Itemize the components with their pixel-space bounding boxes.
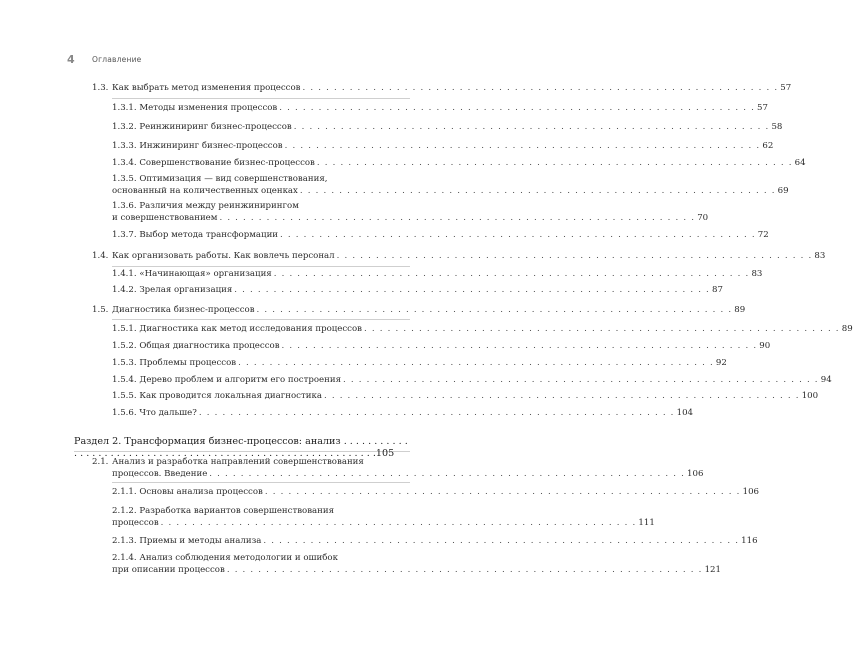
toc-entry-title: при описании процессов [112,564,225,575]
toc-entry-title: Как выбрать метод изменения процессов [112,83,301,93]
toc-entry-title: 1.3.4. Совершенствование бизнес-процессов [112,158,315,168]
toc-page-number: 90 [759,341,771,351]
leader-dots: . . . . . . . . . . . . . . . . . . . . . . . . . . . . . . . . . . . . . . . . . . . . . . . . . . . . . . . . . . . . . [323,391,800,401]
toc-page-number: 83 [751,269,763,279]
toc-entry-title: 1.3.6. Различия между реинжинирингом [112,201,299,211]
toc-page-number: 83 [814,251,826,261]
toc-entry-title: 1.3.1. Методы изменения процессов [112,103,278,113]
leader-dots: . . . . . . . . . . . . . . . . . . . . . . . . . . . . . . . . . . . . . . . . . . . . . . . . . . . . . . . . . . . . . [302,83,779,93]
toc-page-number: 92 [715,358,727,368]
divider-rule [112,266,410,267]
toc-page-number: 121 [704,564,721,575]
toc-entry-title: 1.3.5. Оптимизация — вид совершенствования, [112,174,328,184]
toc-entry-title: 1.3.3. Инжиниринг бизнес-процессов [112,141,283,151]
leader-dots: . . . . . . . . . . . . . . . . . . . . . . . . . . . . . . . . . . . . . . . . . . . . . . . . . . . . . . . . . . . . . [256,305,733,315]
leader-dots: . . . . . . . . . . . . . . . . . . . . . . . . . . . . . . . . . . . . . . . . . . . . . . . . . . . . . . . . . . . . . [293,122,770,132]
toc-entry-title: 1.4.2. Зрелая организация [112,285,233,295]
leader-dots: . . . . . . . . . . . . . . . . . . . . . . . . . . . . . . . . . . . . . . . . . . . . . . . . . . . . . . . . . . . . . [279,103,756,113]
leader-dots: . . . . . . . . . . . . . . . . . . . . . . . . . . . . . . . . . . . . . . . . . . . . . . . . . . . . . . . . . . . . . [316,158,793,168]
leader-dots: . . . . . . . . . . . . . . . . . . . . . . . . . . . . . . . . . . . . . . . . . . . . . . . . . . . . . . . . . . . . . [238,358,714,368]
toc-page-number: 72 [757,230,769,240]
toc-page-number: 87 [712,285,723,295]
toc-entry-title: 2.1.1. Основы анализа процессов [112,487,263,497]
leader-dots: . . . . . . . . . . . . . . . . . . . . . . . . . . . . . . . . . . . . . . . . . . . . . . . . . . . . . . . . . . . . . [234,285,710,295]
toc-entry-title: 1.3.7. Выбор метода трансформации [112,230,279,240]
toc-entry-title: 1.3.2. Реинжиниринг бизнес-процессов [112,122,292,132]
toc-entry-title: Анализ и разработка направлений совершенствования [112,457,364,467]
running-head: Оглавление [92,55,142,64]
leader-dots: . . . . . . . . . . . . . . . . . . . . . . . . . . . . . . . . . . . . . . . . . . . . . . . . . . . . . . . . . . . . . [226,564,703,575]
leader-dots: . . . . . . . . . . . . . . . . . . . . . . . . . . . . . . . . . . . . . . . . . . . . . . . . . . . . . . . . . . . . . [336,251,813,261]
leader-dots: . . . . . . . . . . . . . . . . . . . . . . . . . . . . . . . . . . . . . . . . . . . . . . . . . . . . . . . . . . . . . [284,141,761,151]
toc-entry-title: 1.5.4. Дерево проблем и алгоритм его построения [112,375,341,385]
toc-entry-title: Диагностика бизнес-процессов [112,305,255,315]
leader-dots: . . . . . . . . . . . . . . . . . . . . . . . . . . . . . . . . . . . . . . . . . . . . . . . . . . . . . . . . . . . . . [343,375,819,385]
toc-entry-number: 2.1. [92,457,109,467]
divider-rule [112,98,410,99]
toc-entry-title: и совершенствованием [112,212,218,223]
toc-page-number: 106 [687,468,704,479]
toc-entry-title: 1.5.5. Как проводится локальная диагностика [112,391,322,401]
leader-dots: . . . . . . . . . . . . . . . . . . . . . . . . . . . . . . . . . . . . . . . . . . . . . . . . . . . . . . . . . . . . . [263,536,740,546]
leader-dots: . . . . . . . . . . . . . . . . . . . . . . . . . . . . . . . . . . . . . . . . . . . . . . . . . . . . . . . . . . . . . [364,324,840,334]
toc-page-number: 106 [742,487,760,497]
leader-dots: . . . . . . . . . . . . . . . . . . . . . . . . . . . . . . . . . . . . . . . . . . . . . . . . . . . . . . . . . . . . . [198,408,675,418]
toc-page-number: 94 [820,375,832,385]
divider-rule [112,482,410,483]
toc-entry-title: 1.5.6. Что дальше? [112,408,197,418]
toc-entry-title: Раздел 2. Трансформация бизнес-процессов: анализ [74,436,341,447]
toc-page-number: 58 [771,122,783,132]
toc-entry-title: 1.4.1. «Начинающая» организация [112,269,272,279]
page-number: 4 [67,53,75,66]
toc-entry-title: процессов [112,517,159,528]
toc-page-number: 57 [780,83,792,93]
toc-entry-title: процессов. Введение [112,468,208,479]
toc-page-number: 111 [638,517,655,528]
leader-dots: . . . . . . . . . . . . . . . . . . . . . . . . . . . . . . . . . . . . . . . . . . . . . . . . . . . . . . . . . . . . . [281,341,758,351]
toc-entry-title: 2.1.3. Приемы и методы анализа [112,536,262,546]
leader-dots: . . . . . . . . . . . . . . . . . . . . . . . . . . . . . . . . . . . . . . . . . . . . . . . . . . . . . . . . . . . . . [264,487,741,497]
leader-dots: . . . . . . . . . . . . . . . . . . . . . . . . . . . . . . . . . . . . . . . . . . . . . . . . . . . . . . . . . . . . . [273,269,750,279]
toc-entry-title: основанный на количественных оценках [112,185,298,196]
toc-entry-title: Как организовать работы. Как вовлечь персонал [112,251,335,261]
toc-page-number: 100 [801,391,819,401]
toc-entry-title: 1.5.1. Диагностика как метод исследования процессов [112,324,362,334]
leader-dots: . . . . . . . . . . . . . . . . . . . . . . . . . . . . . . . . . . . . . . . . . . . . . . . . . . . . . . . . . . . . . [280,230,756,240]
toc-page-number: 105 [375,448,395,459]
toc-page-number: 104 [676,408,694,418]
leader-dots: . . . . . . . . . . . . . . . . . . . . . . . . . . . . . . . . . . . . . . . . . . . . . . . . . . . . . . . . . . . . . [74,436,408,459]
leader-dots: . . . . . . . . . . . . . . . . . . . . . . . . . . . . . . . . . . . . . . . . . . . . . . . . . . . . . . . . . . . . . [160,517,637,528]
toc-entry-title: 1.5.3. Проблемы процессов [112,358,237,368]
toc-entry-number: 1.3. [92,83,109,93]
leader-dots: . . . . . . . . . . . . . . . . . . . . . . . . . . . . . . . . . . . . . . . . . . . . . . . . . . . . . . . . . . . . . [299,185,776,196]
divider-rule [112,319,410,320]
toc-page-number: 89 [734,305,746,315]
toc-page-number: 69 [777,185,789,196]
toc-entry-title: 1.5.2. Общая диагностика процессов [112,341,280,351]
toc-page-number: 62 [762,141,774,151]
toc-entry-number: 1.5. [92,305,109,315]
toc-entry-title: 2.1.4. Анализ соблюдения методологии и ошибок [112,553,338,563]
leader-dots: . . . . . . . . . . . . . . . . . . . . . . . . . . . . . . . . . . . . . . . . . . . . . . . . . . . . . . . . . . . . . [209,468,686,479]
toc-page-number: 57 [757,103,768,113]
toc-page-number: 70 [697,212,709,223]
toc-page-number: 116 [741,536,758,546]
toc-entry-title: 2.1.2. Разработка вариантов совершенствования [112,506,335,516]
toc-entry-number: 1.4. [92,251,109,261]
toc-page-number: 89 [841,324,853,334]
leader-dots: . . . . . . . . . . . . . . . . . . . . . . . . . . . . . . . . . . . . . . . . . . . . . . . . . . . . . . . . . . . . . [219,212,696,223]
toc-page-number: 64 [794,158,806,168]
